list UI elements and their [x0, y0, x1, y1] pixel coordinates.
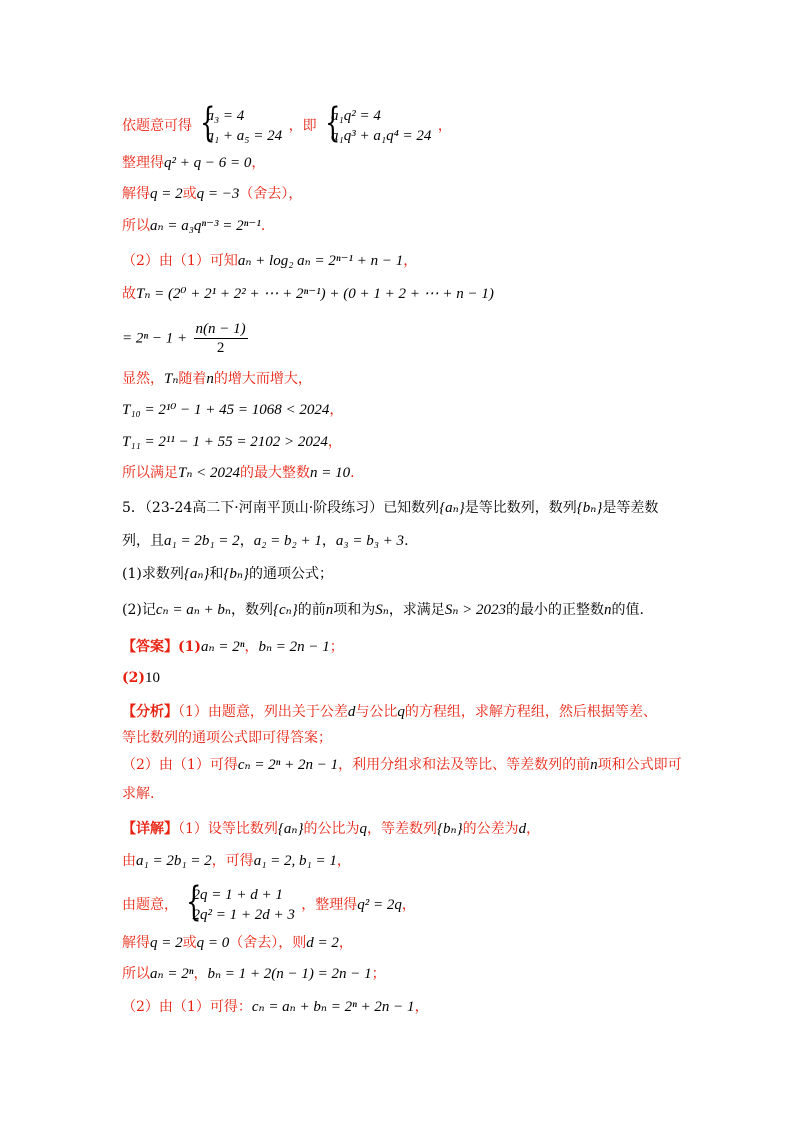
math: Tₙ < 2024 — [178, 465, 241, 481]
math: a₁ + a₅ = 24 — [206, 128, 283, 144]
text: 或 — [182, 935, 197, 951]
math: aₙ = 2ⁿ — [150, 966, 194, 982]
fraction-numerator: n(n − 1) — [195, 321, 246, 337]
line-conclusion — [122, 463, 355, 483]
text: . — [404, 533, 409, 549]
text: ， — [193, 966, 208, 982]
text: （1）由题意，列出关于公差 — [178, 704, 348, 720]
math: bₙ = 2n − 1 — [258, 639, 330, 655]
text: . — [260, 218, 266, 234]
math: q = −3 — [196, 186, 240, 202]
math: q — [359, 821, 367, 837]
equation-system-2 — [321, 100, 432, 146]
analysis-line-1 — [122, 702, 657, 722]
text: ，数列 — [230, 602, 273, 618]
equation-system-3 — [182, 879, 295, 925]
math: {bₙ} — [576, 500, 603, 516]
math: 2q = 1 + d + 1 — [192, 887, 283, 903]
text: 的公比为 — [303, 821, 360, 837]
left-brace-icon: { — [186, 879, 202, 925]
left-brace-icon: { — [325, 100, 341, 146]
math: aₙ = 2ⁿ — [201, 639, 245, 655]
text: 的通项公式； — [249, 566, 333, 582]
text: 显然， — [122, 371, 164, 387]
text: （2）由（1）可知 — [122, 253, 238, 269]
math: a₃ = 4 — [206, 108, 245, 124]
answer-line-2 — [122, 668, 160, 688]
analysis-tag: 【分析】 — [122, 704, 178, 720]
text: ， — [403, 253, 418, 269]
equation-system-1 — [196, 100, 283, 146]
math: a₂ = b₂ + 1 — [253, 533, 322, 549]
line-tn-result — [122, 320, 248, 357]
math: q = 2 — [150, 186, 183, 202]
math: a₁q² = 4 — [331, 108, 381, 124]
text: 的值. — [611, 602, 644, 618]
text: 的前 — [297, 602, 326, 618]
text: ； — [329, 639, 344, 655]
text: (1)求数列 — [122, 566, 184, 582]
text: 等比数列的通项公式即可得答案； — [122, 730, 332, 746]
math: d = 2 — [306, 935, 339, 951]
text: ，即 — [288, 118, 317, 134]
answer-tag: 【答案】 — [122, 639, 178, 655]
text: ； — [371, 966, 386, 982]
detail-line-6 — [122, 997, 429, 1017]
math: a₁ = 2b₁ = 2 — [164, 533, 240, 549]
detail-line-3 — [122, 879, 416, 925]
math: n = 10 — [310, 465, 351, 481]
text: ，利用分组求和法及等比、等差数列的前 — [338, 757, 591, 773]
text: ， — [244, 639, 259, 655]
text: 的公差为 — [462, 821, 519, 837]
left-brace-icon: { — [200, 100, 216, 146]
text: (2)记 — [122, 602, 156, 618]
math: q = 0 — [196, 935, 230, 951]
question-2 — [122, 600, 644, 620]
detail-line-2 — [122, 851, 351, 871]
math: cₙ = 2ⁿ + 2n − 1 — [237, 757, 339, 773]
text: （1）设等比数列 — [178, 821, 278, 837]
text: 依题意可得 — [122, 118, 192, 134]
question-1 — [122, 564, 333, 584]
math: n — [325, 602, 334, 618]
text: 的方程组，求解方程组，然后根据等差、 — [404, 704, 657, 720]
text: ， — [239, 533, 254, 549]
text: （2）由（1）可得 — [122, 757, 238, 773]
math: q² + q − 6 = 0 — [164, 155, 252, 171]
math: Tₙ = (2⁰ + 2¹ + 2² + ⋯ + 2ⁿ⁻¹) + (0 + 1 + 2 + ⋯ + n − 1) — [136, 286, 494, 302]
problem-5-line-2 — [122, 531, 409, 551]
math: aₙ = a₃qⁿ⁻³ = 2ⁿ⁻¹ — [150, 218, 261, 234]
math: q — [397, 704, 405, 720]
text: ， — [414, 999, 429, 1015]
text: 和 — [209, 566, 224, 582]
math: a₁ = 2b₁ = 2 — [136, 853, 212, 869]
math: d — [518, 821, 527, 837]
text: ， — [338, 935, 353, 951]
math: a₁ = 2, b₁ = 1 — [253, 853, 337, 869]
math: q = 2 — [150, 935, 183, 951]
text: 的最小的正整数 — [506, 602, 605, 618]
text: ， — [336, 853, 351, 869]
text: ， — [329, 402, 344, 418]
text: ， — [251, 155, 266, 171]
math: {aₙ} — [277, 821, 304, 837]
line-tn-sum — [122, 284, 494, 304]
text: 是等比数列，数列 — [464, 500, 577, 516]
text: 所以满足 — [122, 465, 178, 481]
math: {cₙ} — [272, 602, 298, 618]
math: cₙ = aₙ + bₙ = 2ⁿ + 2n − 1 — [251, 999, 415, 1015]
text: . — [350, 465, 355, 481]
problem-source: （23-24高二下·河南平顶山·阶段练习） — [144, 500, 384, 516]
line-t10 — [122, 400, 343, 420]
math: Tₙ — [164, 371, 179, 387]
line-monotonic — [122, 369, 312, 389]
analysis-line-2 — [122, 728, 332, 748]
detail-line-5 — [122, 964, 386, 984]
detail-line-1 — [122, 819, 540, 839]
problem-5-line-1 — [122, 498, 658, 518]
math: q² = 2q — [357, 897, 402, 913]
math: {aₙ} — [183, 566, 210, 582]
fraction-denominator: 2 — [216, 340, 225, 356]
problem-number: 5． — [122, 500, 145, 516]
text: 与公比 — [355, 704, 398, 720]
line-solve-q — [122, 184, 302, 204]
text: 整理得 — [122, 155, 164, 171]
math: n — [206, 371, 214, 387]
text: ， — [401, 897, 416, 913]
answer-line-1 — [122, 637, 344, 657]
math: d — [347, 704, 356, 720]
math: {bₙ} — [437, 821, 463, 837]
math: 10 — [145, 670, 160, 686]
math: {bₙ} — [223, 566, 249, 582]
math: {aₙ} — [439, 500, 465, 516]
analysis-line-4 — [122, 784, 154, 804]
text: 项和为 — [333, 602, 376, 618]
line-system-equations — [122, 100, 452, 146]
detail-line-4 — [122, 933, 353, 953]
text: 解得 — [122, 935, 150, 951]
math: cₙ = aₙ + bₙ — [155, 602, 231, 618]
math: Sₙ — [375, 602, 389, 618]
text: 随着 — [178, 371, 207, 387]
text: (1) — [178, 639, 201, 655]
math: n — [604, 602, 612, 618]
math: Sₙ > 2023 — [444, 602, 507, 618]
text: 所以 — [122, 966, 150, 982]
math: T₁₀ = 2¹⁰ − 1 + 45 = 1068 < 2024 — [122, 402, 330, 418]
text: （舍去）， — [239, 186, 303, 202]
text: （2）由（1）可得： — [122, 999, 252, 1015]
math: bₙ = 1 + 2(n − 1) = 2n − 1 — [207, 966, 372, 982]
line-simplify — [122, 153, 265, 173]
text: ，可得 — [211, 853, 254, 869]
math: a₁q³ + a₁q⁴ = 24 — [331, 128, 432, 144]
text: 或 — [182, 186, 197, 202]
line-an-formula — [122, 216, 265, 236]
text: 的增大而增大， — [213, 371, 312, 387]
text: ，求满足 — [388, 602, 445, 618]
text: 故 — [122, 286, 136, 302]
math: a₃ = b₃ + 3 — [335, 533, 405, 549]
math: aₙ + log₂ aₙ = 2ⁿ⁻¹ + n − 1 — [237, 253, 404, 269]
math: T₁₁ = 2¹¹ − 1 + 55 = 2102 > 2024 — [122, 434, 328, 450]
line-t11 — [122, 432, 342, 452]
text: 的最大整数 — [240, 465, 311, 481]
text: 项和公式即可 — [597, 757, 682, 773]
text: 所以 — [122, 218, 150, 234]
math: 2q² = 1 + 2d + 3 — [192, 907, 295, 923]
text: ， — [437, 118, 452, 134]
text: ， — [327, 434, 342, 450]
text: 由 — [122, 853, 136, 869]
text: 列，且 — [122, 533, 164, 549]
analysis-line-3 — [122, 755, 682, 775]
text: （舍去），则 — [229, 935, 307, 951]
text: 已知数列 — [383, 500, 440, 516]
text: 求解. — [122, 786, 155, 802]
text: (2) — [122, 670, 145, 686]
text: ，整理得 — [301, 897, 358, 913]
math: n — [590, 757, 598, 773]
text: 由题意， — [122, 897, 178, 913]
line-part2-known — [122, 251, 417, 271]
text: 是等差数 — [602, 500, 659, 516]
math: = 2ⁿ − 1 + — [122, 330, 188, 347]
text: ，等差数列 — [367, 821, 437, 837]
detail-tag: 【详解】 — [122, 821, 178, 837]
text: ， — [321, 533, 336, 549]
text: 解得 — [122, 186, 150, 202]
text: ， — [526, 821, 541, 837]
fraction — [194, 320, 248, 357]
